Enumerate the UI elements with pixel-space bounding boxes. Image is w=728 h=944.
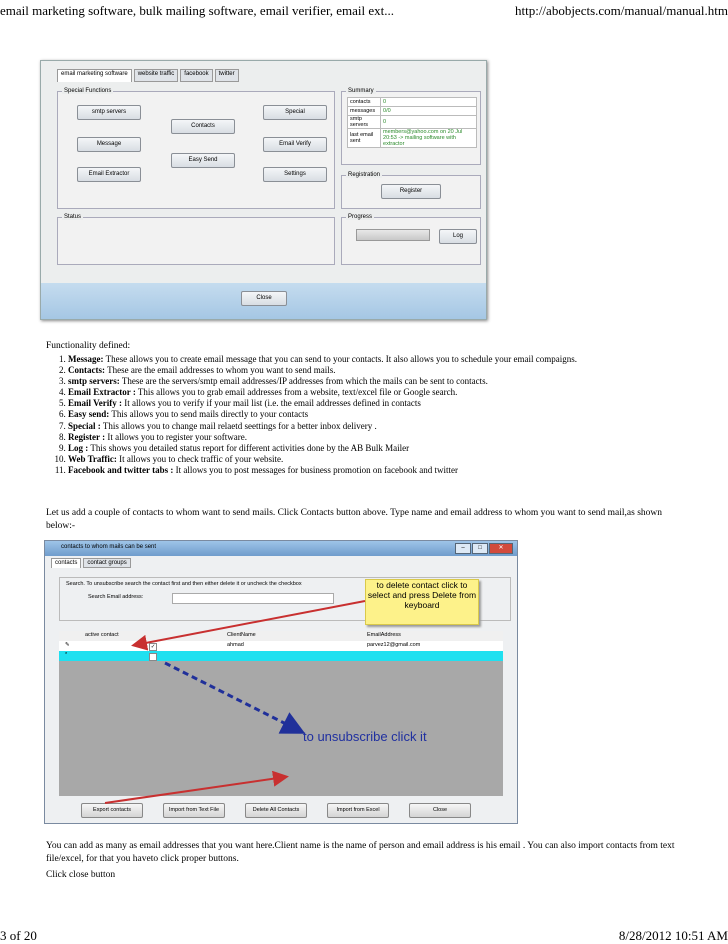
maximize-icon[interactable]: □ xyxy=(472,543,488,554)
unsubscribe-annotation: to unsubscribe click it xyxy=(303,729,427,744)
summary-row xyxy=(348,116,477,129)
tab-contacts[interactable]: contacts xyxy=(51,558,81,568)
functionality-list xyxy=(44,354,708,476)
active-checkbox[interactable]: ✓ xyxy=(150,644,156,650)
arrow-export xyxy=(105,777,285,803)
tab-email-marketing[interactable]: email marketing software xyxy=(57,69,132,82)
import-excel-button[interactable]: Import from Excel xyxy=(327,803,389,818)
main-tabs xyxy=(57,69,239,82)
function-desc: It allows you to post messages for business promotion on facebook and twitter xyxy=(173,464,459,475)
close-button[interactable]: Close xyxy=(241,291,287,306)
new-row-icon: * xyxy=(65,652,68,658)
easy-send-button[interactable]: Easy Send xyxy=(171,153,235,168)
page-number: 3 of 20 xyxy=(0,928,37,943)
function-desc: It allows you to register your software. xyxy=(105,431,248,442)
close-icon[interactable]: ✕ xyxy=(489,543,513,554)
list-item xyxy=(68,376,708,387)
contacts-button[interactable]: Contacts xyxy=(171,119,235,134)
function-term: Easy send: xyxy=(68,409,110,420)
list-item xyxy=(68,465,708,476)
client-name-cell[interactable]: ahmad xyxy=(227,642,244,648)
list-item xyxy=(68,421,708,432)
special-functions-title: Special Functions xyxy=(64,88,112,94)
export-contacts-button[interactable]: Export contacts xyxy=(81,803,143,818)
arrow-delete xyxy=(135,601,365,645)
search-label: Search Email address: xyxy=(88,594,144,600)
function-desc: These are the email addresses to whom you want to send mails. xyxy=(105,365,336,376)
tab-contact-groups[interactable]: contact groups xyxy=(83,558,130,568)
paragraph-click-close: Click close button xyxy=(46,870,116,880)
summary-key: last email sent xyxy=(348,129,381,148)
tab-facebook[interactable]: facebook xyxy=(180,69,212,82)
contacts-window-screenshot xyxy=(44,540,518,824)
list-item xyxy=(68,398,708,409)
list-item xyxy=(68,454,708,465)
settings-button[interactable]: Settings xyxy=(263,167,327,182)
page-header-title: email marketing software, bulk mailing software, email verifier, email ext... xyxy=(0,3,395,18)
import-text-button[interactable]: Import from Text File xyxy=(163,803,225,818)
list-item xyxy=(68,354,708,365)
summary-key: contacts xyxy=(348,98,381,107)
message-button[interactable]: Message xyxy=(77,137,141,152)
paragraph-add-contacts: Let us add a couple of contacts to whom want to send mails. Click Contacts button above. Type name and email address to whom you want to send mail,as shown below:- xyxy=(46,508,663,531)
email-extractor-button[interactable]: Email Extractor xyxy=(77,167,141,182)
col-client-name: ClientName xyxy=(227,632,256,638)
print-timestamp: 8/28/2012 10:51 AM xyxy=(618,928,728,943)
annotation-arrows xyxy=(45,541,517,823)
function-term: Message: xyxy=(68,354,104,364)
summary-key: smtp servers xyxy=(348,116,381,129)
function-desc: This allows you to send mails directly to your contacts xyxy=(109,409,309,420)
email-cell[interactable]: parvez12@gmail.com xyxy=(367,642,421,648)
tab-website-traffic[interactable]: website traffic xyxy=(134,69,179,82)
function-desc: This allows you to change mail relaetd seettings for a better inbox delivery . xyxy=(100,420,377,431)
summary-title: Summary xyxy=(348,88,374,94)
delete-all-button[interactable]: Delete All Contacts xyxy=(245,803,307,818)
summary-value: 0 xyxy=(381,116,477,129)
status-group xyxy=(57,214,335,265)
callout-text: to delete contact click to select and press Delete from keyboard xyxy=(367,580,477,610)
function-term: Special : xyxy=(68,420,101,431)
summary-table xyxy=(347,97,477,148)
status-title: Status xyxy=(64,214,82,220)
registration-title: Registration xyxy=(348,172,381,178)
summary-key: messages xyxy=(348,107,381,116)
minimize-icon[interactable]: – xyxy=(455,543,471,554)
search-hint: Search. To unsubscribe search the contact first and then either delete it or uncheck the checkbox xyxy=(66,581,302,587)
log-button[interactable]: Log xyxy=(439,229,477,244)
function-term: Contacts: xyxy=(68,365,105,376)
summary-value: members@yahoo.com on 20 Jul 20:53 -> mailing software with extractor xyxy=(381,129,477,148)
list-item xyxy=(68,409,708,420)
col-active-contact: active contact xyxy=(85,632,119,638)
edit-pencil-icon: ✎ xyxy=(65,642,70,648)
email-verify-button[interactable]: Email Verify xyxy=(263,137,327,152)
progress-bar xyxy=(356,229,430,241)
app-screenshot-main xyxy=(40,60,487,320)
progress-title: Progress xyxy=(348,214,373,220)
summary-value: 0 xyxy=(381,98,477,107)
function-desc: These are the servers/smtp email addresses/IP addresses from which the mails can be sent to contacts. xyxy=(119,376,488,387)
page-header-url: http://abobjects.com/manual/manual.htm xyxy=(514,3,728,18)
function-desc: This shows you detailed status report for different activities done by the AB Bulk Mailer xyxy=(88,442,410,453)
summary-row xyxy=(348,129,477,148)
list-item xyxy=(68,387,708,398)
window-title: contacts to whom mails can be sent xyxy=(61,544,157,550)
summary-row xyxy=(348,107,477,116)
function-desc: This allows you to grab email addresses from a website, text/excel file or Google search. xyxy=(135,387,458,398)
summary-row xyxy=(348,98,477,107)
arrow-unsubscribe xyxy=(165,663,300,731)
function-term: Email Verify : xyxy=(68,398,122,409)
function-term: smtp servers: xyxy=(68,376,120,387)
list-item xyxy=(68,443,708,454)
function-desc: These allows you to create email message that you can send to your contacts. It also allows you to schedule your email compaigns. xyxy=(103,354,577,364)
function-desc: It allows you to check traffic of your website. xyxy=(116,453,284,464)
col-email-address: EmailAddress xyxy=(367,632,401,638)
functionality-title: Functionality defined: xyxy=(46,341,131,351)
function-term: Facebook and twitter tabs : xyxy=(68,464,174,475)
function-term: Web Traffic: xyxy=(68,453,117,464)
smtp-servers-button[interactable]: smtp servers xyxy=(77,105,141,120)
special-button[interactable]: Special xyxy=(263,105,327,120)
function-desc: It allows you to verify if your mail list (i.e. the email addresses defined in contacts xyxy=(122,398,421,409)
paragraph-import-info: You can add as many as email addresses that you want here.Client name is the name of person and email address is his email . You can also import contacts from text file/excel, for that you haveto click proper buttons. xyxy=(46,841,675,864)
function-term: Log : xyxy=(68,442,89,453)
summary-value: 0/0 xyxy=(381,107,477,116)
close-contacts-button[interactable]: Close xyxy=(409,803,471,818)
tab-twitter[interactable]: twitter xyxy=(215,69,239,82)
register-button[interactable]: Register xyxy=(381,184,441,199)
list-item xyxy=(68,432,708,443)
list-item xyxy=(68,365,708,376)
function-term: Email Extractor : xyxy=(68,387,136,398)
function-term: Register : xyxy=(68,431,106,442)
